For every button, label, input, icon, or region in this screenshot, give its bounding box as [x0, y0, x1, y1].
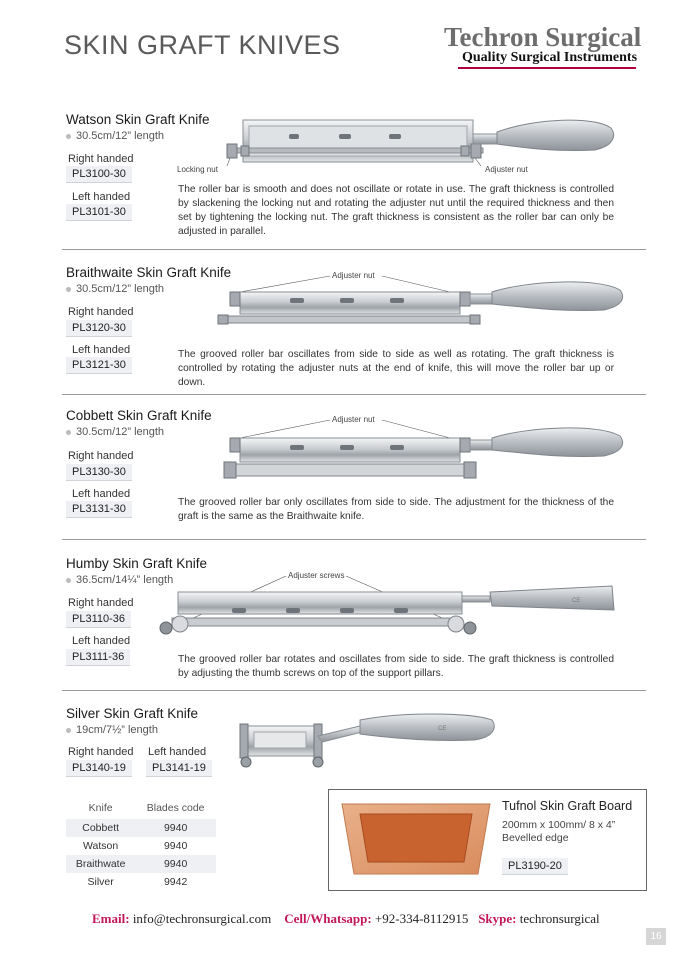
table-row [66, 855, 216, 873]
table-cell: 9940 [163, 840, 188, 852]
bullet-icon [66, 728, 71, 733]
skype-handle: techronsurgical [519, 911, 600, 926]
cobbett-title: Cobbett Skin Graft Knife [66, 408, 212, 423]
skype-label: Skype: [478, 911, 517, 926]
cobbett-description: The grooved roller bar only oscillates from side to side. The adjustment for the thickness of the graft is the same as the Braithwaite knife. [178, 497, 614, 522]
email-label: Email: [92, 911, 130, 926]
watson-knife-image [175, 110, 615, 180]
bullet-icon [66, 287, 71, 292]
blades-table-header-code: Blades code [146, 802, 205, 814]
svg-text:CE: CE [438, 726, 447, 732]
bullet-icon [66, 134, 71, 139]
phone-label: Cell/Whatsapp: [284, 911, 372, 926]
brand-name: Techron Surgical [444, 22, 642, 52]
watson-left-label: Left handed [72, 191, 131, 203]
table-cell: 9940 [135, 855, 216, 873]
humby-knife-image [152, 566, 622, 644]
silver-left-code: PL3141-19 [146, 760, 212, 777]
board-edge: Bevelled edge [502, 832, 569, 844]
silver-right-code: PL3140-19 [66, 760, 132, 777]
watson-description: The roller bar is smooth and does not oscillate or rotate in use. The graft thickness is controlled by slackening the locking nut and rotating the adjuster nut until the required thickness and then set by tightening the locking nut. The graft thickness is consistent as the roller bar can only be adjusted in parallel. [178, 184, 614, 237]
tagline-underline [458, 67, 636, 69]
silver-knife-image [230, 706, 500, 772]
silver-title: Silver Skin Graft Knife [66, 706, 199, 721]
footer-contact [92, 911, 600, 927]
watson-left-code: PL3101-30 [66, 204, 132, 221]
cobbett-callout-adjuster: Adjuster nut [332, 415, 375, 424]
humby-right-label: Right handed [68, 597, 134, 609]
braithwaite-description: The grooved roller bar oscillates from side to side as well as rotating. The graft thickness is controlled by rotating the adjuster nuts at the end of knife, this will move the roller bar up or down. [178, 349, 614, 388]
cobbett-left-label: Left handed [72, 488, 131, 500]
bullet-icon [66, 578, 71, 583]
board-title: Tufnol Skin Graft Board [502, 799, 633, 813]
silver-right-label: Right handed [68, 746, 134, 758]
cobbett-left-code: PL3131-30 [66, 501, 132, 518]
braithwaite-callout-adjuster: Adjuster nut [332, 271, 375, 280]
section-divider [62, 690, 646, 691]
braithwaite-left-code: PL3121-30 [66, 357, 132, 374]
humby-title: Humby Skin Graft Knife [66, 556, 208, 571]
board-image [338, 800, 494, 878]
watson-callout-locking: Locking nut [177, 165, 218, 174]
table-cell: 9942 [163, 876, 188, 888]
blades-table [66, 797, 216, 891]
braithwaite-left-label: Left handed [72, 344, 131, 356]
braithwaite-length: 30.5cm/12” length [66, 283, 164, 295]
humby-description: The grooved roller bar rotates and oscillates from side to side. The graft thickness is controlled by adjusting the thumb screws on top of the support pillars. [178, 654, 614, 679]
table-cell: Silver [87, 876, 114, 888]
humby-left-code: PL3111-36 [66, 649, 130, 666]
watson-callout-adjuster: Adjuster nut [485, 165, 528, 174]
table-row [66, 873, 216, 891]
section-divider [62, 394, 646, 395]
watson-length: 30.5cm/12” length [66, 130, 164, 142]
board-code: PL3190-20 [502, 858, 568, 875]
svg-text:CE: CE [572, 598, 581, 604]
humby-length: 36.5cm/14¼” length [66, 574, 173, 586]
watson-title: Watson Skin Graft Knife [66, 112, 210, 127]
page-number: 16 [646, 928, 666, 945]
table-cell: Watson [83, 840, 119, 852]
brand-tagline: Quality Surgical Instruments [462, 50, 638, 65]
table-cell: Braithwate [66, 855, 135, 873]
braithwaite-right-label: Right handed [68, 306, 134, 318]
cobbett-right-label: Right handed [68, 450, 134, 462]
humby-callout-adjuster: Adjuster screws [288, 571, 345, 580]
table-cell: Cobbett [66, 819, 135, 837]
silver-left-label: Left handed [148, 746, 207, 758]
page-title: SKIN GRAFT KNIVES [64, 30, 341, 60]
watson-right-code: PL3100-30 [66, 166, 132, 183]
cobbett-right-code: PL3130-30 [66, 464, 132, 481]
table-cell: 9940 [135, 819, 216, 837]
humby-left-label: Left handed [72, 635, 131, 647]
humby-right-code: PL3110-36 [66, 611, 131, 628]
email-link[interactable]: info@techronsurgical.com [132, 911, 272, 926]
section-divider [62, 539, 646, 540]
table-row [66, 837, 216, 855]
phone-number: +92-334-8112915 [374, 911, 469, 926]
braithwaite-right-code: PL3120-30 [66, 320, 132, 337]
braithwaite-knife-image [210, 268, 630, 340]
board-size: 200mm x 100mm/ 8 x 4” [502, 819, 616, 831]
cobbett-length: 30.5cm/12” length [66, 426, 164, 438]
silver-length: 19cm/7½” length [66, 724, 158, 736]
table-row [66, 819, 216, 837]
section-divider [62, 249, 646, 250]
braithwaite-title: Braithwaite Skin Graft Knife [66, 265, 232, 280]
cobbett-knife-image [210, 412, 630, 486]
watson-right-label: Right handed [68, 153, 134, 165]
blades-table-header-knife: Knife [88, 802, 113, 814]
bullet-icon [66, 430, 71, 435]
